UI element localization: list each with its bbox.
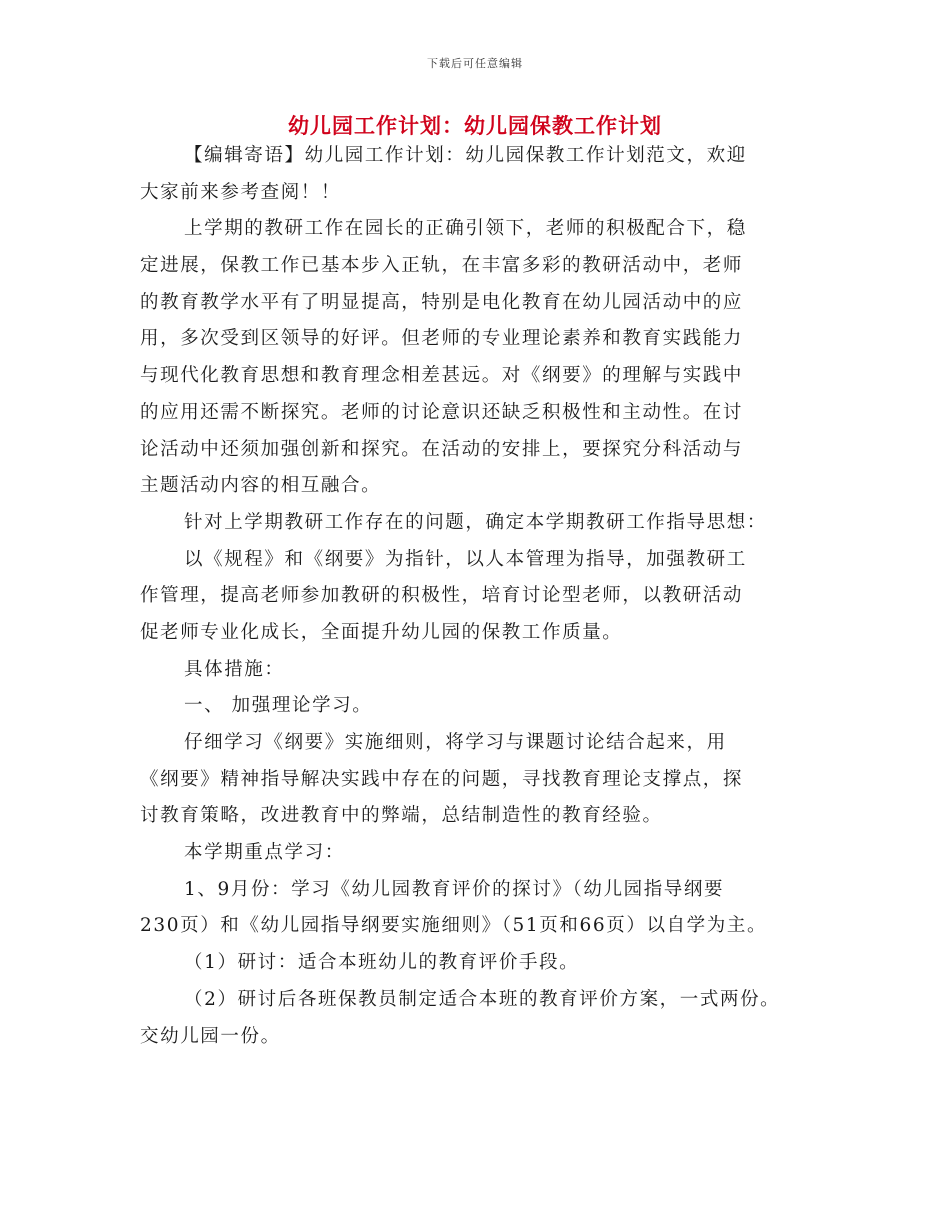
body-line: 用，多次受到区领导的好评。但老师的专业理论素养和教育实践能力 bbox=[140, 328, 744, 350]
body-line: 作管理，提高老师参加教研的积极性，培育讨论型老师，以教研活动 bbox=[140, 585, 744, 607]
body-line: 主题活动内容的相互融合。 bbox=[140, 475, 382, 497]
body-line: 仔细学习《纲要》实施细则，将学习与课题讨论结合起来，用 bbox=[184, 732, 727, 753]
body-line: 的应用还需不断探究。老师的讨论意识还缺乏积极性和主动性。在讨 bbox=[140, 401, 744, 423]
body-line: 针对上学期教研工作存在的问题，确定本学期教研工作指导思想： bbox=[184, 511, 767, 533]
body-line: 促老师专业化成长，全面提升幼儿园的保教工作质量。 bbox=[140, 621, 623, 643]
document-title: 幼儿园工作计划：幼儿园保教工作计划 bbox=[288, 113, 662, 138]
document-body bbox=[140, 138, 830, 1055]
body-line: 与现代化教育思想和教育理念相差甚远。对《纲要》的理解与实践中 bbox=[140, 365, 744, 387]
body-line: 的教育教学水平有了明显提高，特别是电化教育在幼儿园活动中的应 bbox=[140, 291, 744, 313]
body-line: 《纲要》精神指导解决实践中存在的问题，寻找教育理论支撑点，探 bbox=[140, 768, 744, 790]
body-line: 大家前来参考查阅！！ bbox=[140, 181, 342, 203]
body-line: 1、9月份：学习《幼儿园教育评价的探讨》（幼儿园指导纲要 bbox=[184, 878, 725, 900]
body-line: 论活动中还须加强创新和探究。在活动的安排上，要探究分科活动与 bbox=[140, 438, 744, 460]
body-line: 本学期重点学习： bbox=[184, 842, 345, 864]
body-line: 上学期的教研工作在园长的正确引领下，老师的积极配合下，稳 bbox=[184, 218, 747, 240]
body-line: 230页）和《幼儿园指导纲要实施细则》（51页和66页）以自学为主。 bbox=[140, 915, 768, 937]
body-line: 【编辑寄语】幼儿园工作计划：幼儿园保教工作计划范文，欢迎 bbox=[184, 145, 747, 166]
body-line: （1）研讨：适合本班幼儿的教育评价手段。 bbox=[184, 952, 580, 974]
body-line: （2）研讨后各班保教员制定适合本班的教育评价方案，一式两份。 bbox=[184, 988, 781, 1010]
body-line: 交幼儿园一份。 bbox=[140, 1025, 281, 1047]
body-line: 一、 加强理论学习。 bbox=[184, 695, 373, 717]
page-header-note: 下载后可任意编辑 bbox=[427, 57, 523, 70]
body-line: 定进展，保教工作已基本步入正轨，在丰富多彩的教研活动中，老师 bbox=[140, 255, 744, 277]
body-line: 讨教育策略，改进教育中的弊端，总结制造性的教育经验。 bbox=[140, 805, 663, 827]
body-line: 以《规程》和《纲要》为指针，以人本管理为指导，加强教研工 bbox=[184, 548, 747, 570]
body-line: 具体措施： bbox=[184, 658, 285, 680]
